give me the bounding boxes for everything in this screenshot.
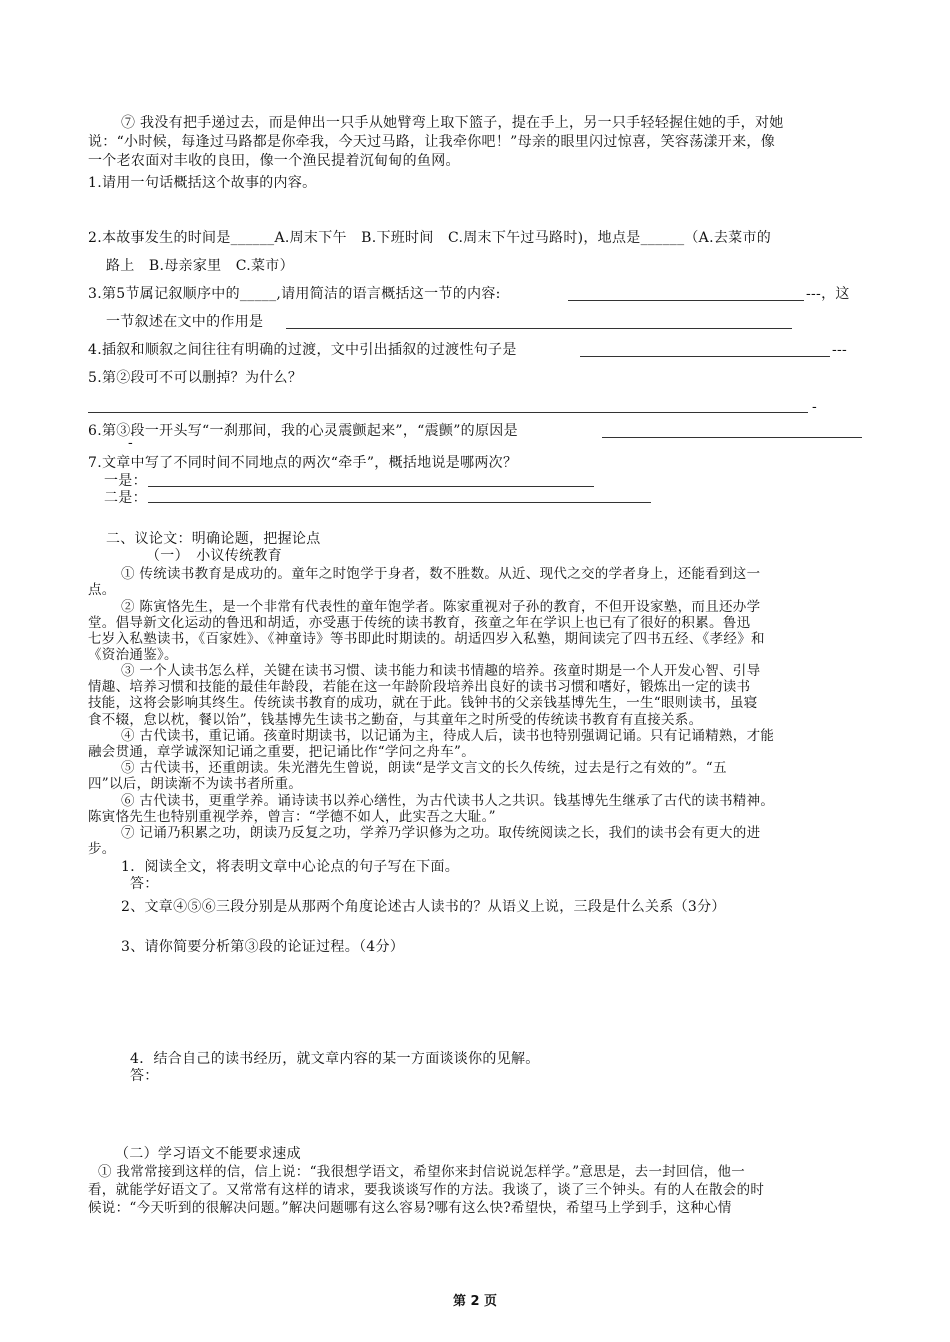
essay-question-3: 3、请你简要分析第③段的论证过程。（4分） — [121, 939, 405, 955]
essay-p5-line1: ⑤ 古代读书，还重朗读。朱光潜先生曾说，朗读“是学文言文的长久传统，过去是行之有效的”。“五 — [121, 760, 727, 776]
answer-line-q7-one[interactable] — [148, 486, 594, 487]
section-3-p1-line3: 候说：“今天听到的很解决问题。”解决问题哪有这么容易?哪有这么快?希望快，希望马上学到手，这种心情 — [88, 1200, 732, 1216]
essay-p3-line4: 食不辍，怠以枕，餐以饴”，钱基博先生读书之勤奋，与其童年之时所受的传统读书教育有直接关系。 — [88, 712, 703, 728]
answer-line-q3a[interactable] — [568, 300, 804, 301]
question-5-end: - — [812, 399, 818, 415]
section-3-heading: （二）学习语文不能要求速成 — [115, 1146, 301, 1162]
question-2-line1: 2.本故事发生的时间是______A.周末下午 B.下班时间 C.周末下午过马路时)，地点是______（A.去菜市的 — [88, 230, 772, 246]
essay-question-1: 1．阅读全文，将表明文章中心论点的句子写在下面。 — [121, 859, 460, 875]
question-1: 1.请用一句话概括这个故事的内容。 — [88, 175, 317, 191]
question-4: 4.插叙和顺叙之间往往有明确的过渡，文中引出插叙的过渡性句子是 — [88, 342, 517, 358]
essay-p7-line2: 步。 — [88, 841, 116, 857]
essay-p2-line1: ② 陈寅恪先生，是一个非常有代表性的童年饱学者。陈家重视对子孙的教育，不但开设家塾，而且还办学 — [121, 599, 761, 615]
essay-question-4: 4．结合自己的读书经历，就文章内容的某一方面谈谈你的见解。 — [130, 1051, 540, 1067]
essay-p4-line2: 融会贯通，章学诚深知记诵之重要，把记诵比作“学问之舟车”。 — [88, 744, 476, 760]
story-para7-line2: 说：“小时候，每逢过马路都是你牵我，今天过马路，让我牵你吧！”母亲的眼里闪过惊喜，笑容荡漾开来，像 — [88, 134, 776, 150]
essay-p7-line1: ⑦ 记诵乃积累之功，朗读乃反复之功，学养乃学识修为之功。取传统阅读之长，我们的读书会有更大的进 — [121, 825, 761, 841]
question-7-one-label: 一是： — [104, 473, 147, 489]
essay-p4-line1: ④ 古代读书，重记诵。孩童时期读书，以记诵为主，待成人后，读书也特别强调记诵。只有记诵精熟，才能 — [121, 728, 775, 744]
essay-p6-line1: ⑥ 古代读书，更重学养。诵诗读书以养心缮性，为古代读书人之共识。钱基博先生继承了古代的读书精神。 — [121, 793, 775, 809]
answer-line-q6[interactable] — [602, 437, 862, 438]
section-2-subheading: （一） 小议传统教育 — [146, 548, 282, 564]
essay-question-2: 2、文章④⑤⑥三段分别是从那两个角度论述古人读书的？从语义上说，三段是什么关系（3分） — [121, 899, 726, 915]
essay-p5-line2: 四”以后，朗读渐不为读书者所重。 — [88, 776, 303, 792]
section-3-p1-line1: ① 我常常接到这样的信，信上说：“我很想学语文，希望你来封信说说怎样学。”意思是，去一封回信，他一 — [98, 1164, 746, 1180]
question-6-end: - — [128, 435, 134, 451]
answer-line-q7-two[interactable] — [148, 502, 651, 503]
page-number: 第 2 页 — [452, 1294, 498, 1309]
story-para7-line3: 一个老农面对丰收的良田，像一个渔民提着沉甸甸的鱼网。 — [88, 153, 460, 169]
question-4-end: --- — [832, 342, 848, 358]
essay-question-4-answer-label: 答： — [130, 1068, 159, 1084]
question-3-line1: 3.第5节属记叙顺序中的_____,请用简洁的语言概括这一节的内容: — [88, 286, 501, 302]
essay-p3-line3: 技能，这将会影响其终生。传统读书教育的成功，就在于此。钱钟书的父亲钱基博先生，一生“眼则读书，虽寝 — [88, 695, 758, 711]
question-6: 6.第③段一开头写“一刹那间，我的心灵震颤起来”，“震颤”的原因是 — [88, 423, 518, 439]
section-3-p1-line2: 看，就能学好语文了。又常常有这样的请求，要我谈谈写作的方法。我谈了，谈了三个钟头。有的人在散会的时 — [88, 1182, 765, 1198]
essay-p6-line2: 陈寅恪先生也特别重视学养，曾言：“学德不如人，此实吾之大耻。” — [88, 809, 496, 825]
question-5: 5.第②段可不可以删掉？为什么？ — [88, 370, 303, 386]
answer-line-q3b[interactable] — [286, 328, 792, 329]
essay-p2-line4: 《资治通鉴》。 — [88, 647, 178, 663]
question-2-line2: 路上 B.母亲家里 C.菜市） — [106, 258, 294, 274]
essay-p1-line1: ① 传统读书教育是成功的。童年之时饱学于身者，数不胜数。从近、现代之交的学者身上，还能看到这一 — [121, 566, 761, 582]
essay-question-1-answer-label: 答： — [130, 876, 159, 892]
story-para7-line1: ⑦ 我没有把手递过去，而是伸出一只手从她臂弯上取下篮子，提在手上，另一只手轻轻握住她的手，对她 — [121, 115, 784, 131]
essay-p3-line2: 情趣、培养习惯和技能的最佳年龄段，若能在这一年龄阶段培养出良好的读书习惯和嗜好，锻炼出一定的读书 — [88, 679, 751, 695]
answer-line-q5[interactable] — [88, 412, 808, 413]
section-2-heading: 二、议论文：明确论题，把握论点 — [106, 531, 321, 547]
question-3-line1-end: ---，这 — [806, 286, 850, 302]
answer-line-q4[interactable] — [580, 356, 830, 357]
essay-p2-line3: 七岁入私塾读书，《百家姓》、《神童诗》等书即此时期读的。胡适四岁入私塾，期间读完了四书五经、《孝经》和 — [88, 631, 765, 647]
essay-p1-line2: 点。 — [88, 582, 116, 598]
question-3-line2: 一节叙述在文中的作用是 — [106, 314, 264, 330]
essay-p2-line2: 堂。倡导新文化运动的鲁迅和胡适，亦受惠于传统的读书教育，孩童之年在学识上也已有了很好的积累。鲁迅 — [88, 615, 751, 631]
essay-p3-line1: ③ 一个人读书怎么样，关键在读书习惯、读书能力和读书情趣的培养。孩童时期是一个人开发心智、引导 — [121, 663, 761, 679]
question-7-two-label: 二是： — [104, 490, 147, 506]
question-7: 7.文章中写了不同时间不同地点的两次“牵手”，概括地说是哪两次？ — [88, 455, 518, 471]
